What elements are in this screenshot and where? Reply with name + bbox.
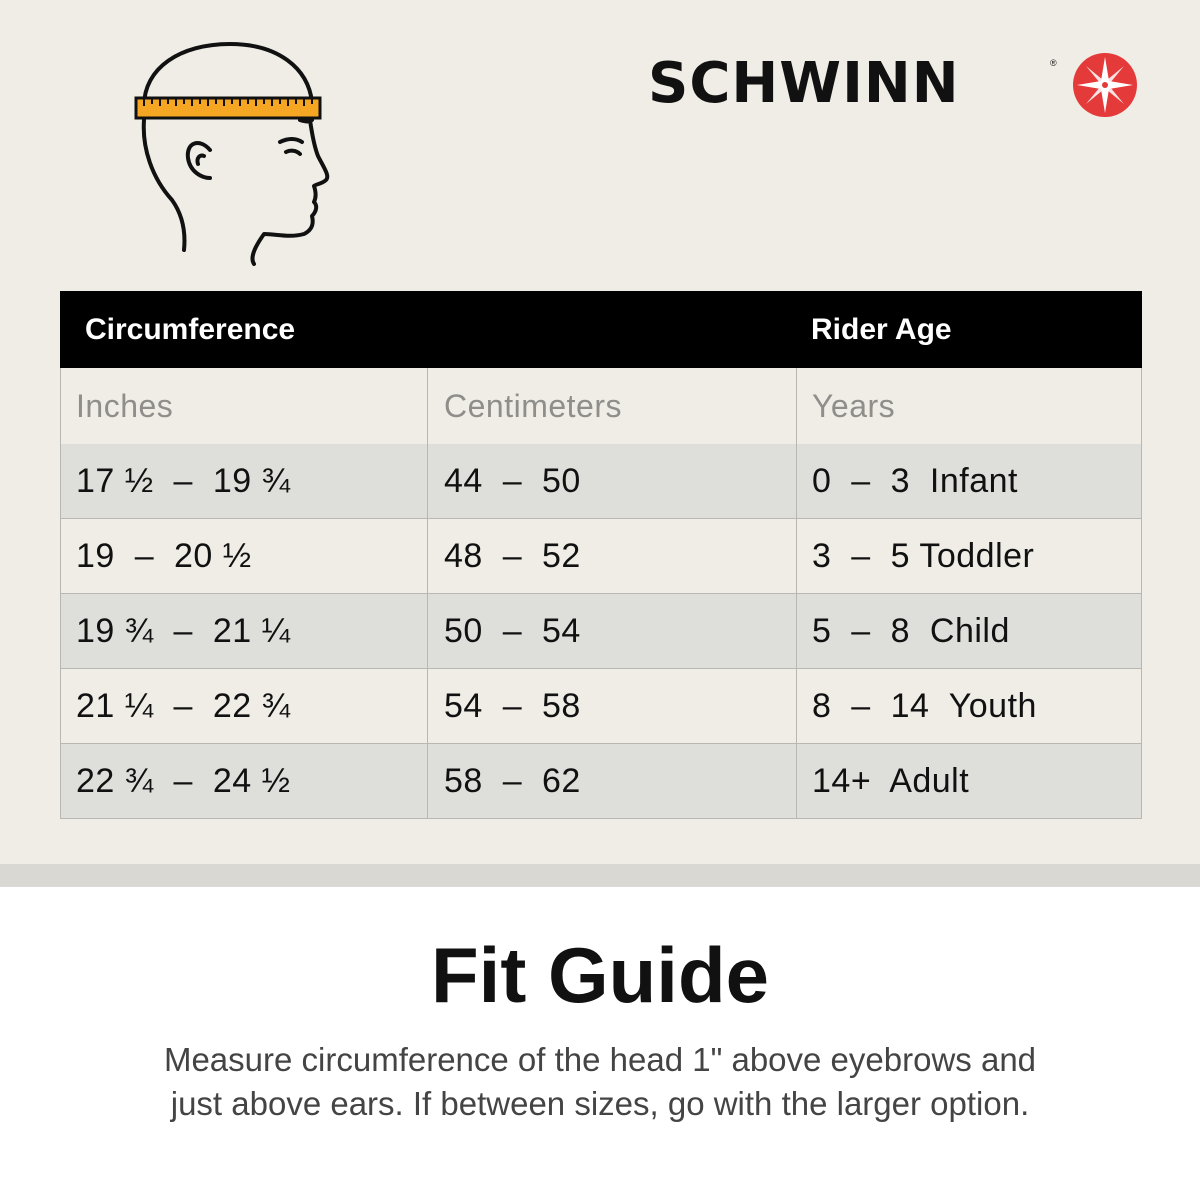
size-table: [60, 291, 1142, 819]
description-line: just above ears. If between sizes, go with the larger option.: [170, 1085, 1030, 1122]
cell-centimeters: 58 – 62: [427, 744, 796, 818]
description-line: Measure circumference of the head 1" above eyebrows and: [163, 1041, 1037, 1078]
cell-centimeters: 48 – 52: [427, 519, 796, 593]
brand-logo: [648, 52, 1148, 116]
cell-age: 3 – 5 Toddler: [796, 519, 1142, 593]
fit-guide-title: Fit Guide: [431, 931, 769, 1019]
cell-age: 8 – 14 Youth: [796, 669, 1142, 743]
cell-inches: 22 ¾ – 24 ½: [76, 761, 291, 800]
cell-age: 14+ Adult: [796, 744, 1142, 818]
table-row: [60, 594, 1142, 669]
table-header: [60, 291, 1142, 368]
table-row: [60, 669, 1142, 744]
unit-years: Years: [796, 368, 1142, 444]
unit-centimeters: Centimeters: [427, 368, 796, 444]
table-row: [60, 519, 1142, 594]
header-circumference: Circumference: [85, 313, 296, 346]
cell-inches: 19 ¾ – 21 ¼: [76, 611, 291, 650]
cell-age: 0 – 3 Infant: [796, 444, 1142, 518]
cell-inches: 19 – 20 ½: [76, 536, 252, 575]
cell-centimeters: 50 – 54: [427, 594, 796, 668]
units-row: [60, 368, 1142, 444]
compass-star-icon: [1072, 52, 1138, 118]
cell-inches: 21 ¼ – 22 ¾: [76, 686, 291, 725]
brand-wordmark: SCHWINN: [648, 51, 960, 116]
table-row: [60, 444, 1142, 519]
cell-inches: 17 ½ – 19 ¾: [76, 461, 291, 500]
unit-inches: Inches: [76, 387, 174, 424]
header-rider-age: Rider Age: [811, 313, 952, 346]
cell-centimeters: 54 – 58: [427, 669, 796, 743]
cell-age: 5 – 8 Child: [796, 594, 1142, 668]
table-row: [60, 744, 1142, 819]
divider-band: [0, 864, 1200, 887]
cell-centimeters: 44 – 50: [427, 444, 796, 518]
fit-guide-description: [100, 1038, 1100, 1126]
registered-mark: ®: [1050, 58, 1057, 68]
head-measuring-tape-icon: [130, 38, 340, 268]
